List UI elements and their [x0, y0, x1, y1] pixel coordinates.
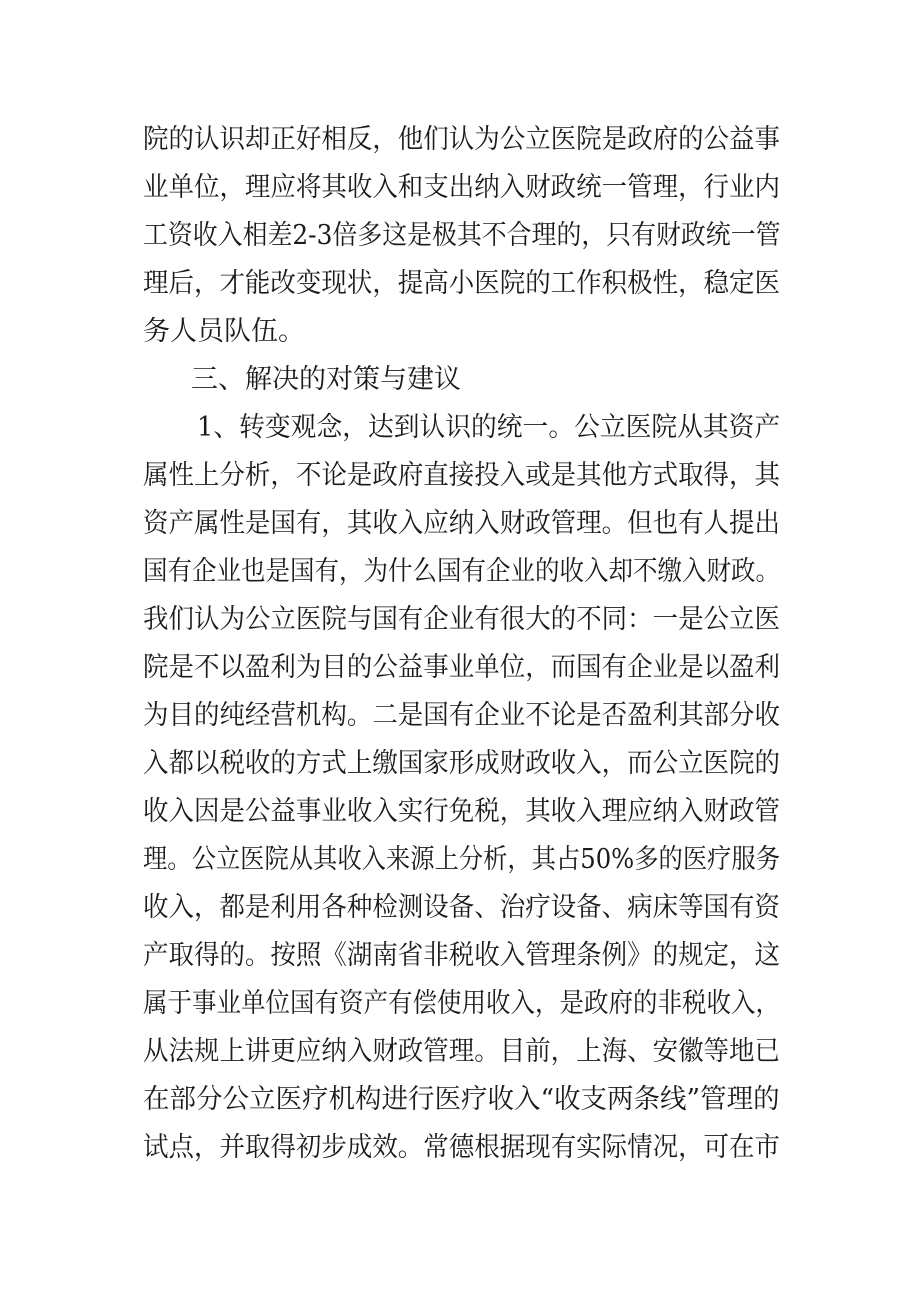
- body-text-line: 务人员队伍。: [143, 316, 305, 347]
- body-text-line: 收入因是公益事业收入实行免税，其收入理应纳入财政管: [143, 796, 780, 827]
- body-text-line: 属于事业单位国有资产有偿使用收入，是政府的非税收入，: [143, 988, 780, 1019]
- body-text-line: 业单位，理应将其收入和支出纳入财政统一管理，行业内: [143, 172, 780, 203]
- body-text-line: 收入，都是利用各种检测设备、治疗设备、病床等国有资: [143, 892, 780, 923]
- section-heading: 三、解决的对策与建议: [191, 364, 461, 395]
- body-text-line: 试点，并取得初步成效。常德根据现有实际情况，可在市: [143, 1132, 780, 1163]
- body-text-line: 为目的纯经营机构。二是国有企业不论是否盈利其部分收: [143, 700, 780, 731]
- body-text-line: 理。公立医院从其收入来源上分析，其占50%多的医疗服务: [143, 844, 781, 875]
- body-text-line: 我们认为公立医院与国有企业有很大的不同：一是公立医: [143, 604, 780, 635]
- body-text-line: 国有企业也是国有，为什么国有企业的收入却不缴入财政。: [143, 556, 780, 587]
- paragraph-first-line: 1、转变观念，达到认识的统一。公立医院从其资产: [197, 412, 781, 443]
- body-text-line: 院是不以盈利为目的公益事业单位，而国有企业是以盈利: [143, 652, 780, 683]
- body-text-line: 属性上分析，不论是政府直接投入或是其他方式取得，其: [143, 460, 780, 491]
- body-text-line: 工资收入相差2-3倍多这是极其不合理的，只有财政统一管: [143, 220, 781, 251]
- body-text-line: 在部分公立医疗机构进行医疗收入“收支两条线”管理的: [143, 1084, 780, 1115]
- body-text-line: 院的认识却正好相反，他们认为公立医院是政府的公益事: [143, 124, 780, 155]
- body-text-line: 从法规上讲更应纳入财政管理。目前，上海、安徽等地已: [143, 1036, 780, 1067]
- body-text-line: 产取得的。按照《湖南省非税收入管理条例》的规定，这: [143, 940, 780, 971]
- body-text-line: 理后，才能改变现状，提高小医院的工作积极性，稳定医: [143, 268, 780, 299]
- body-text-line: 资产属性是国有，其收入应纳入财政管理。但也有人提出: [143, 508, 780, 539]
- body-text-line: 入都以税收的方式上缴国家形成财政收入，而公立医院的: [143, 748, 780, 779]
